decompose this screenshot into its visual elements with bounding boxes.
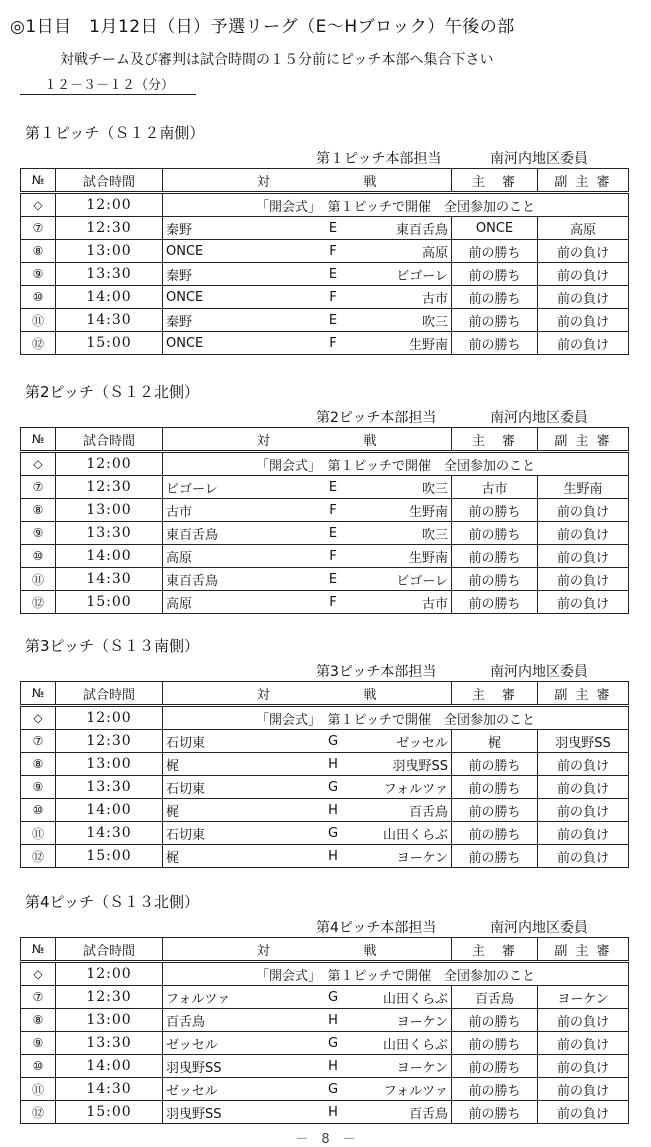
match-number: ⑩ — [21, 286, 56, 309]
team-a: 羽曳野SS — [163, 1055, 303, 1078]
col-header-match: 戦 — [364, 938, 452, 962]
match-time: 13:30 — [56, 1032, 163, 1055]
ceremony-row — [21, 962, 629, 986]
assistant-referee: 前の負け — [538, 263, 629, 286]
ceremony-text: 「開会式」 第１ピッチで開催 全団参加のこと — [163, 193, 629, 217]
col-header-vs: 対 — [163, 428, 364, 452]
col-header-no: № — [21, 428, 56, 452]
referee: 前の勝ち — [452, 1078, 538, 1101]
division: F — [303, 332, 364, 355]
division: E — [303, 522, 364, 545]
team-b: 山田くらぶ — [364, 822, 452, 845]
referee: 前の勝ち — [452, 332, 538, 355]
team-b: フォルツァ — [364, 776, 452, 799]
assistant-referee: 前の負け — [538, 499, 629, 522]
division: G — [303, 986, 364, 1009]
team-a: 梶 — [163, 799, 303, 822]
table-row — [21, 845, 629, 868]
col-header-time: 試合時間 — [56, 169, 163, 193]
team-a: ビゴーレ — [163, 476, 303, 499]
match-time: 15:00 — [56, 845, 163, 868]
team-b: 山田くらぶ — [364, 986, 452, 1009]
match-time: 12:00 — [56, 962, 163, 986]
division: H — [303, 845, 364, 868]
team-b: ゼッセル — [364, 730, 452, 753]
division: G — [303, 822, 364, 845]
team-b: 高原 — [364, 240, 452, 263]
division: H — [303, 1101, 364, 1124]
referee: 前の勝ち — [452, 1055, 538, 1078]
team-b: フォルツァ — [364, 1078, 452, 1101]
division: E — [303, 309, 364, 332]
ceremony-text: 「開会式」 第１ピッチで開催 全団参加のこと — [163, 962, 629, 986]
referee: 前の勝ち — [452, 1032, 538, 1055]
match-time: 13:30 — [56, 263, 163, 286]
match-time: 15:00 — [56, 591, 163, 614]
table-row — [21, 568, 629, 591]
table-row — [21, 1009, 629, 1032]
col-header-match: 戦 — [364, 169, 452, 193]
match-number: ⑪ — [21, 822, 56, 845]
division: F — [303, 499, 364, 522]
team-b: ヨーケン — [364, 1055, 452, 1078]
match-time: 14:30 — [56, 309, 163, 332]
col-header-referee: 主 審 — [452, 938, 538, 962]
match-time: 14:30 — [56, 822, 163, 845]
table-row — [21, 1101, 629, 1124]
team-b: 羽曳野SS — [364, 753, 452, 776]
timing-underline — [20, 94, 196, 95]
table-row — [21, 591, 629, 614]
team-a: 古市 — [163, 499, 303, 522]
division: F — [303, 240, 364, 263]
division: F — [303, 591, 364, 614]
table-header-row — [21, 169, 629, 193]
table-row — [21, 217, 629, 240]
team-a: ゼッセル — [163, 1078, 303, 1101]
col-header-no: № — [21, 682, 56, 706]
team-b: 生野南 — [364, 545, 452, 568]
referee: 百舌鳥 — [452, 986, 538, 1009]
schedule-table — [20, 427, 629, 614]
table-row — [21, 799, 629, 822]
match-number: ⑦ — [21, 476, 56, 499]
match-number: ⑫ — [21, 332, 56, 355]
col-header-vs: 対 — [163, 682, 364, 706]
match-time: 13:00 — [56, 240, 163, 263]
team-b: ビゴーレ — [364, 568, 452, 591]
assistant-referee: 前の負け — [538, 568, 629, 591]
referee: 古市 — [452, 476, 538, 499]
col-header-referee: 主 審 — [452, 428, 538, 452]
referee: 前の勝ち — [452, 286, 538, 309]
match-number: ⑨ — [21, 1032, 56, 1055]
schedule-table — [20, 168, 629, 355]
team-a: 東百舌鳥 — [163, 568, 303, 591]
match-time: 13:30 — [56, 522, 163, 545]
assistant-referee: 前の負け — [538, 240, 629, 263]
schedule-table — [20, 937, 629, 1124]
referee: 前の勝ち — [452, 568, 538, 591]
team-a: 石切東 — [163, 822, 303, 845]
match-time: 14:00 — [56, 545, 163, 568]
match-time: 15:00 — [56, 1101, 163, 1124]
team-b: 吹三 — [364, 522, 452, 545]
team-a: 東百舌鳥 — [163, 522, 303, 545]
schedule-table — [20, 681, 629, 868]
table-row — [21, 1032, 629, 1055]
referee: 前の勝ち — [452, 522, 538, 545]
pitch-staff-label: 第3ピッチ本部担当 — [316, 664, 437, 680]
assistant-referee: 前の負け — [538, 309, 629, 332]
match-time: 14:00 — [56, 1055, 163, 1078]
pitch-title: 第１ピッチ（Ｓ１２南側） — [25, 124, 205, 142]
col-header-referee: 主 審 — [452, 682, 538, 706]
division: E — [303, 476, 364, 499]
match-number: ⑫ — [21, 591, 56, 614]
team-b: 山田くらぶ — [364, 1032, 452, 1055]
ceremony-row — [21, 193, 629, 217]
division: E — [303, 263, 364, 286]
referee: 前の勝ち — [452, 591, 538, 614]
ceremony-row — [21, 452, 629, 476]
match-time: 12:30 — [56, 217, 163, 240]
match-time: 12:30 — [56, 476, 163, 499]
table-row — [21, 730, 629, 753]
referee: 前の勝ち — [452, 309, 538, 332]
team-a: 石切東 — [163, 776, 303, 799]
referee: 前の勝ち — [452, 1009, 538, 1032]
table-row — [21, 286, 629, 309]
match-time: 12:30 — [56, 986, 163, 1009]
pitch-committee-label: 南河内地区委員 — [490, 410, 588, 426]
division: F — [303, 545, 364, 568]
match-number: ⑩ — [21, 799, 56, 822]
match-time: 14:30 — [56, 1078, 163, 1101]
match-time: 13:00 — [56, 1009, 163, 1032]
team-a: 石切東 — [163, 730, 303, 753]
table-row — [21, 776, 629, 799]
table-row — [21, 522, 629, 545]
table-row — [21, 309, 629, 332]
team-b: 生野南 — [364, 499, 452, 522]
col-header-assistant: 副 主 審 — [538, 682, 629, 706]
match-number: ⑩ — [21, 1055, 56, 1078]
match-number: ⑧ — [21, 753, 56, 776]
team-a: ONCE — [163, 332, 303, 355]
match-number: ⑧ — [21, 499, 56, 522]
assistant-referee: 前の負け — [538, 776, 629, 799]
row-number: ◇ — [21, 706, 56, 730]
match-number: ⑫ — [21, 1101, 56, 1124]
assistant-referee: 生野南 — [538, 476, 629, 499]
table-row — [21, 822, 629, 845]
assistant-referee: 前の負け — [538, 753, 629, 776]
col-header-time: 試合時間 — [56, 682, 163, 706]
col-header-time: 試合時間 — [56, 428, 163, 452]
assistant-referee: 羽曳野SS — [538, 730, 629, 753]
division: H — [303, 753, 364, 776]
col-header-no: № — [21, 169, 56, 193]
match-time: 12:00 — [56, 193, 163, 217]
row-number: ◇ — [21, 452, 56, 476]
assistant-referee: 前の負け — [538, 1009, 629, 1032]
division: E — [303, 217, 364, 240]
team-a: 梶 — [163, 753, 303, 776]
division: G — [303, 1032, 364, 1055]
referee: 前の勝ち — [452, 545, 538, 568]
table-row — [21, 332, 629, 355]
team-a: フォルツァ — [163, 986, 303, 1009]
match-time: 12:00 — [56, 452, 163, 476]
pitch-staff-label: 第１ピッチ本部担当 — [316, 151, 442, 167]
match-time: 14:00 — [56, 286, 163, 309]
pitch-title: 第2ピッチ（Ｓ１２北側） — [25, 383, 199, 401]
assistant-referee: 前の負け — [538, 799, 629, 822]
division: H — [303, 1009, 364, 1032]
col-header-vs: 対 — [163, 169, 364, 193]
col-header-time: 試合時間 — [56, 938, 163, 962]
assistant-referee: 前の負け — [538, 1078, 629, 1101]
match-timing: １２－３－１２（分） — [44, 78, 175, 93]
col-header-assistant: 副 主 審 — [538, 169, 629, 193]
referee: 前の勝ち — [452, 753, 538, 776]
match-time: 15:00 — [56, 332, 163, 355]
table-row — [21, 545, 629, 568]
table-row — [21, 499, 629, 522]
table-row — [21, 263, 629, 286]
match-number: ⑫ — [21, 845, 56, 868]
table-row — [21, 1055, 629, 1078]
table-row — [21, 753, 629, 776]
table-header-row — [21, 428, 629, 452]
assistant-referee: 前の負け — [538, 545, 629, 568]
team-a: 高原 — [163, 545, 303, 568]
assistant-referee: ヨーケン — [538, 986, 629, 1009]
col-header-match: 戦 — [364, 682, 452, 706]
referee: ONCE — [452, 217, 538, 240]
table-header-row — [21, 938, 629, 962]
division: G — [303, 1078, 364, 1101]
referee: 前の勝ち — [452, 1101, 538, 1124]
pitch-staff-label: 第2ピッチ本部担当 — [316, 410, 437, 426]
team-a: 羽曳野SS — [163, 1101, 303, 1124]
match-time: 12:00 — [56, 706, 163, 730]
division: G — [303, 776, 364, 799]
division: E — [303, 568, 364, 591]
match-number: ⑧ — [21, 240, 56, 263]
col-header-match: 戦 — [364, 428, 452, 452]
match-number: ⑪ — [21, 568, 56, 591]
team-b: ヨーケン — [364, 845, 452, 868]
table-row — [21, 240, 629, 263]
match-number: ⑧ — [21, 1009, 56, 1032]
assistant-referee: 前の負け — [538, 332, 629, 355]
match-time: 13:00 — [56, 499, 163, 522]
referee: 前の勝ち — [452, 845, 538, 868]
table-row — [21, 476, 629, 499]
team-b: ヨーケン — [364, 1009, 452, 1032]
team-a: ONCE — [163, 286, 303, 309]
referee: 前の勝ち — [452, 799, 538, 822]
referee: 前の勝ち — [452, 499, 538, 522]
assembly-notice: 対戦チーム及び審判は試合時間の１５分前にピッチ本部へ集合下さい — [60, 52, 494, 68]
division: G — [303, 730, 364, 753]
team-b: 吹三 — [364, 309, 452, 332]
referee: 前の勝ち — [452, 263, 538, 286]
team-b: 百舌鳥 — [364, 1101, 452, 1124]
assistant-referee: 高原 — [538, 217, 629, 240]
page-title: ◎1日目 1月12日（日）予選リーグ（E～Hブロック）午後の部 — [10, 17, 515, 37]
pitch-staff-label: 第4ピッチ本部担当 — [316, 920, 437, 936]
ceremony-text: 「開会式」 第１ピッチで開催 全団参加のこと — [163, 706, 629, 730]
pitch-committee-label: 南河内地区委員 — [490, 664, 588, 680]
team-b: 百舌鳥 — [364, 799, 452, 822]
match-number: ⑦ — [21, 986, 56, 1009]
team-b: 吹三 — [364, 476, 452, 499]
match-number: ⑪ — [21, 1078, 56, 1101]
pitch-title: 第3ピッチ（Ｓ１３南側） — [25, 637, 199, 655]
team-a: 秦野 — [163, 217, 303, 240]
col-header-assistant: 副 主 審 — [538, 938, 629, 962]
table-row — [21, 1078, 629, 1101]
ceremony-text: 「開会式」 第１ピッチで開催 全団参加のこと — [163, 452, 629, 476]
match-number: ⑪ — [21, 309, 56, 332]
assistant-referee: 前の負け — [538, 1101, 629, 1124]
match-number: ⑨ — [21, 263, 56, 286]
match-time: 13:30 — [56, 776, 163, 799]
referee: 前の勝ち — [452, 822, 538, 845]
team-b: 東百舌鳥 — [364, 217, 452, 240]
referee: 前の勝ち — [452, 240, 538, 263]
team-b: ビゴーレ — [364, 263, 452, 286]
assistant-referee: 前の負け — [538, 591, 629, 614]
team-a: 梶 — [163, 845, 303, 868]
team-a: 秦野 — [163, 263, 303, 286]
match-number: ⑦ — [21, 217, 56, 240]
assistant-referee: 前の負け — [538, 1032, 629, 1055]
assistant-referee: 前の負け — [538, 286, 629, 309]
ceremony-row — [21, 706, 629, 730]
division: F — [303, 286, 364, 309]
row-number: ◇ — [21, 193, 56, 217]
team-a: 高原 — [163, 591, 303, 614]
match-time: 13:00 — [56, 753, 163, 776]
col-header-referee: 主 審 — [452, 169, 538, 193]
page-number: － 8 － — [295, 1132, 356, 1147]
team-b: 古市 — [364, 591, 452, 614]
team-b: 古市 — [364, 286, 452, 309]
pitch-committee-label: 南河内地区委員 — [490, 151, 588, 167]
team-b: 生野南 — [364, 332, 452, 355]
team-a: 百舌鳥 — [163, 1009, 303, 1032]
match-number: ⑦ — [21, 730, 56, 753]
assistant-referee: 前の負け — [538, 822, 629, 845]
pitch-committee-label: 南河内地区委員 — [490, 920, 588, 936]
referee: 前の勝ち — [452, 776, 538, 799]
pitch-title: 第4ピッチ（Ｓ１３北側） — [25, 893, 199, 911]
division: H — [303, 1055, 364, 1078]
team-a: ゼッセル — [163, 1032, 303, 1055]
team-a: ONCE — [163, 240, 303, 263]
table-header-row — [21, 682, 629, 706]
referee: 梶 — [452, 730, 538, 753]
assistant-referee: 前の負け — [538, 1055, 629, 1078]
col-header-no: № — [21, 938, 56, 962]
table-row — [21, 986, 629, 1009]
row-number: ◇ — [21, 962, 56, 986]
match-number: ⑨ — [21, 776, 56, 799]
match-time: 14:30 — [56, 568, 163, 591]
match-number: ⑨ — [21, 522, 56, 545]
match-time: 12:30 — [56, 730, 163, 753]
match-number: ⑩ — [21, 545, 56, 568]
col-header-vs: 対 — [163, 938, 364, 962]
assistant-referee: 前の負け — [538, 522, 629, 545]
assistant-referee: 前の負け — [538, 845, 629, 868]
team-a: 秦野 — [163, 309, 303, 332]
col-header-assistant: 副 主 審 — [538, 428, 629, 452]
match-time: 14:00 — [56, 799, 163, 822]
division: H — [303, 799, 364, 822]
